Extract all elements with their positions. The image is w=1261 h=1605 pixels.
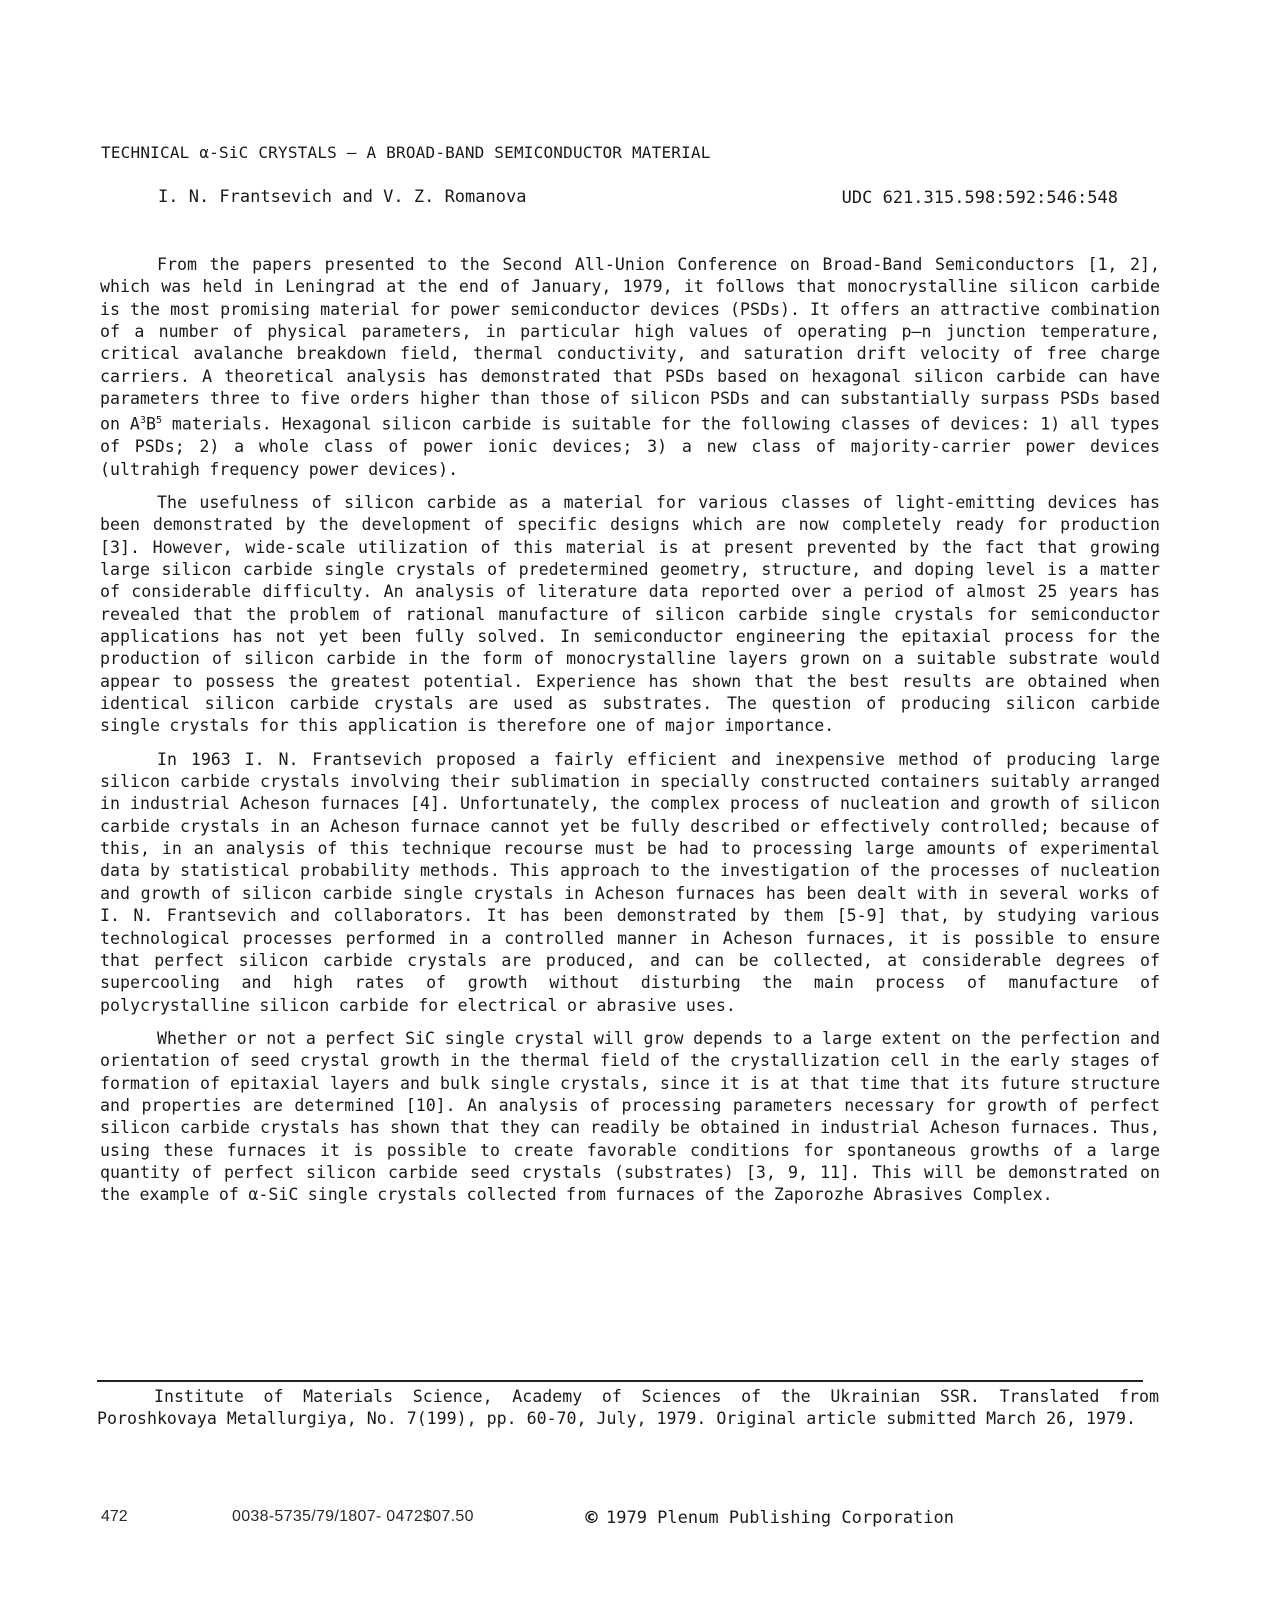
letter-b: B	[145, 414, 156, 434]
copyright-text: 1979 Plenum Publishing Corporation	[606, 1508, 954, 1528]
body-paragraph-2: The usefulness of silicon carbide as a material for various classes of light-emitting devices has been demonstrated by the development of specific designs which are now completely ready for production [3]. However, wide-scale utilization of this material is at present prevented by the fact that growing large silicon carbide single crystals of predetermined geometry, structure, and doping level is a matter of considerable difficulty. An analysis of literature data reported over a period of almost 25 years has revealed that the problem of rational manufacture of silicon carbide single crystals for semiconductor applications has not yet been fully solved. In semiconductor engineering the epitaxial process for the production of silicon carbide in the form of monocrystalline layers grown on a suitable substrate would appear to possess the greatest potential. Experience has shown that the best results are obtained when identical silicon carbide crystals are used as substrates. The question of producing silicon carbide single crystals for this application is therefore one of major importance.	[100, 492, 1160, 736]
article-body	[100, 254, 1160, 1218]
body-paragraph-4: Whether or not a perfect SiC single crystal will grow depends to a large extent on the perfection and orientation of seed crystal growth in the thermal field of the crystallization cell in the early stages of formation of epitaxial layers and bulk single crystals, since it is at that time that its future structure and properties are determined [10]. An analysis of processing parameters necessary for growth of perfect silicon carbide crystals has shown that they can readily be obtained in industrial Acheson furnaces. Thus, using these furnaces it is possible to create favorable conditions for spontaneous growths of a large quantity of perfect silicon carbide seed crystals (substrates) [3, 9, 11]. This will be demonstrated on the example of α-SiC single crystals collected from furnaces of the Zaporozhe Abrasives Complex.	[100, 1028, 1160, 1205]
superscript-5: 5	[155, 415, 162, 427]
footnote-divider	[97, 1380, 1143, 1382]
body-paragraph-1	[100, 254, 1160, 481]
page-number: 472	[101, 1508, 128, 1525]
superscript-3: 3	[139, 415, 146, 427]
copyright-icon: ©	[583, 1508, 600, 1528]
affiliation-footnote: Institute of Materials Science, Academy of Sciences of the Ukrainian SSR. Translated from Poroshkovaya Metallurgiya, No. 7(199), pp. 60-70, July, 1979. Original article submitted March 26, 1979.	[97, 1387, 1159, 1428]
copyright-notice	[583, 1508, 954, 1528]
paragraph-1-text-start: From the papers presented to the Second All-Union Conference on Broad-Band Semiconductors [1, 2], which was held in Leningrad at the end of January, 1979, it follows that monocrystalline silicon carbide is the most promising material for power semiconductor devices (PSDs). It offers an attractive combination of a number of physical parameters, in particular high values of operating p–n junction temperature, critical avalanche breakdown field, thermal conductivity, and saturation drift velocity of free charge carriers. A theoretical analysis has demonstrated that PSDs based on hexagonal silicon carbide can have parameters three to five orders higher than those of silicon PSDs and can substantially surpass PSDs based on A	[100, 255, 1160, 434]
issn-price-code: 0038-5735/79/1807- 0472$07.50	[232, 1508, 474, 1525]
article-title: TECHNICAL α-SiC CRYSTALS — A BROAD-BAND SEMICONDUCTOR MATERIAL	[101, 143, 711, 162]
udc-classification: UDC 621.315.598:592:546:548	[841, 188, 1118, 208]
article-authors: I. N. Frantsevich and V. Z. Romanova	[158, 187, 527, 207]
paragraph-1-text-end: materials. Hexagonal silicon carbide is suitable for the following classes of devices: 1) all types of PSDs; 2) a whole class of power ionic devices; 3) a new class of majority-carrier power devices (ultrahigh frequency power devices).	[100, 414, 1161, 479]
body-paragraph-3: In 1963 I. N. Frantsevich proposed a fairly efficient and inexpensive method of producing large silicon carbide crystals involving their sublimation in specially constructed containers suitably arranged in industrial Acheson furnaces [4]. Unfortunately, the complex process of nucleation and growth of silicon carbide crystals in an Acheson furnace cannot yet be fully described or effectively controlled; because of this, in an analysis of this technique recourse must be had to processing large amounts of experimental data by statistical probability methods. This approach to the investigation of the processes of nucleation and growth of silicon carbide single crystals in Acheson furnaces has been dealt with in several works of I. N. Frantsevich and collaborators. It has been demonstrated by them [5-9] that, by studying various technological processes performed in a controlled manner in Acheson furnaces, it is possible to ensure that perfect silicon carbide crystals are produced, and can be collected, at considerable degrees of supercooling and high rates of growth without disturbing the main process of manufacture of polycrystalline silicon carbide for electrical or abrasive uses.	[100, 749, 1160, 1015]
